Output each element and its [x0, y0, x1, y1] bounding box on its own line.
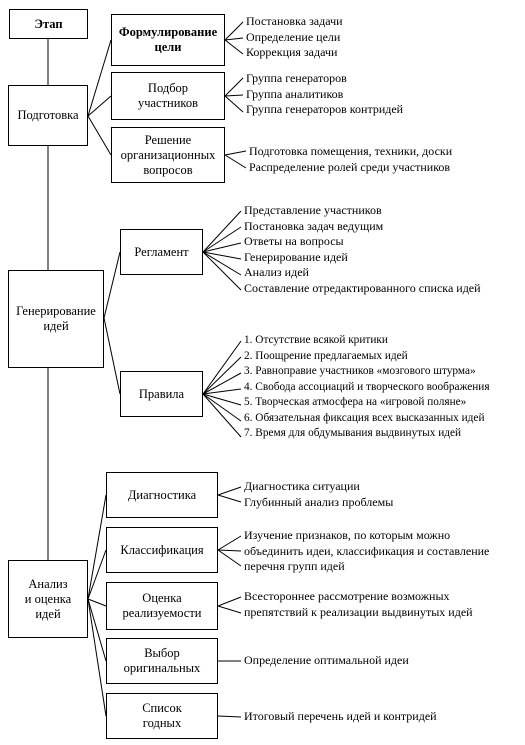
anal-step-diagnostics-box — [106, 472, 218, 518]
anal-step-list-items — [244, 709, 437, 725]
item: 5. Творческая атмосфера на «игровой поляне» — [244, 396, 467, 408]
item: Всестороннее рассмотрение возможных — [244, 589, 450, 603]
stage-prep-label: Подготовка — [17, 108, 79, 122]
gen-step-rules-box — [120, 371, 203, 417]
item: Постановка задач ведущим — [244, 218, 384, 233]
item: объединить идеи, классификация и составление — [244, 543, 490, 558]
anal-step-classification-box — [106, 527, 218, 573]
stage-anal-label: Анализ и оценка идей — [24, 576, 72, 621]
item: Определение цели — [246, 29, 341, 44]
item: 6. Обязательная фиксация всех высказанных идей — [244, 411, 485, 424]
item: Глубинный анализ проблемы — [244, 494, 394, 509]
prep-step-participants-box — [111, 72, 225, 120]
item: Итоговый перечень идей и контридей — [244, 709, 437, 723]
item: Изучение признаков, по которым можно — [244, 528, 451, 542]
gen-step-regulation-box — [120, 229, 203, 275]
item: Подготовка помещения, техники, доски — [249, 144, 453, 158]
item: Группа генераторов контридей — [246, 102, 404, 116]
anal-step-original-box — [106, 638, 218, 684]
gen-step-regulation-items — [244, 203, 481, 296]
anal-step-original-label: Выбор оригинальных — [123, 646, 201, 675]
gen-step-regulation-label: Регламент — [134, 244, 189, 259]
item: Группа аналитиков — [246, 86, 344, 101]
stage-header-label: Этап — [34, 16, 63, 31]
item: препятствий к реализации выдвинутых идей — [244, 604, 473, 619]
anal-step-original-items — [244, 653, 409, 669]
gen-step-rules-label: Правила — [138, 386, 185, 401]
prep-step-goal-box — [111, 14, 225, 66]
item: 1. Отсутствие всякой критики — [244, 334, 388, 346]
gen-step-rules-items — [244, 333, 490, 442]
stage-gen-box — [8, 270, 104, 368]
item: Диагностика ситуации — [244, 479, 360, 493]
stage-header-box — [9, 9, 88, 39]
stage-prep-box — [8, 85, 88, 146]
prep-step-org-label: Решение организационных вопросов — [120, 132, 216, 177]
item: 2. Поощрение предлагаемых идей — [244, 349, 408, 362]
prep-step-org-box — [111, 127, 225, 183]
anal-step-diagnostics-items — [244, 479, 393, 510]
item: Составление отредактированного списка идей — [244, 280, 481, 295]
item: Коррекция задачи — [246, 45, 338, 59]
item: Постановка задачи — [246, 14, 343, 28]
anal-step-list-label: Список годных — [142, 701, 182, 730]
stage-anal-box — [8, 560, 88, 638]
item: Определение оптимальной идеи — [244, 653, 409, 667]
anal-step-feasibility-items — [244, 589, 473, 620]
anal-step-feasibility-label: Оценка реализуемости — [122, 591, 202, 620]
item: Ответы на вопросы — [244, 234, 344, 248]
anal-step-diagnostics-label: Диагностика — [127, 487, 197, 502]
prep-step-participants-items — [246, 71, 403, 118]
anal-step-classification-label: Классификация — [120, 542, 204, 557]
item: 7. Время для обдумывания выдвинутых идей — [244, 427, 462, 439]
prep-step-org-items — [249, 144, 452, 175]
item: перечня групп идей — [244, 559, 345, 573]
item: Генерирование идей — [244, 249, 348, 264]
prep-step-goal-items — [246, 14, 343, 61]
item: Распределение ролей среди участников — [249, 159, 451, 174]
item: 3. Равноправие участников «мозгового штурма» — [244, 365, 476, 377]
anal-step-feasibility-box — [106, 582, 218, 630]
item: Анализ идей — [244, 265, 309, 279]
stage-gen-label: Генерирование идей — [16, 304, 96, 333]
item: Представление участников — [244, 203, 382, 217]
item: Группа генераторов — [246, 71, 347, 85]
item: 4. Свобода ассоциаций и творческого воображения — [244, 380, 490, 393]
anal-step-list-box — [106, 693, 218, 739]
prep-step-participants-label: Подбор участников — [137, 81, 199, 110]
prep-step-goal-label: Формулирование цели — [118, 25, 218, 54]
anal-step-classification-items — [244, 528, 489, 575]
